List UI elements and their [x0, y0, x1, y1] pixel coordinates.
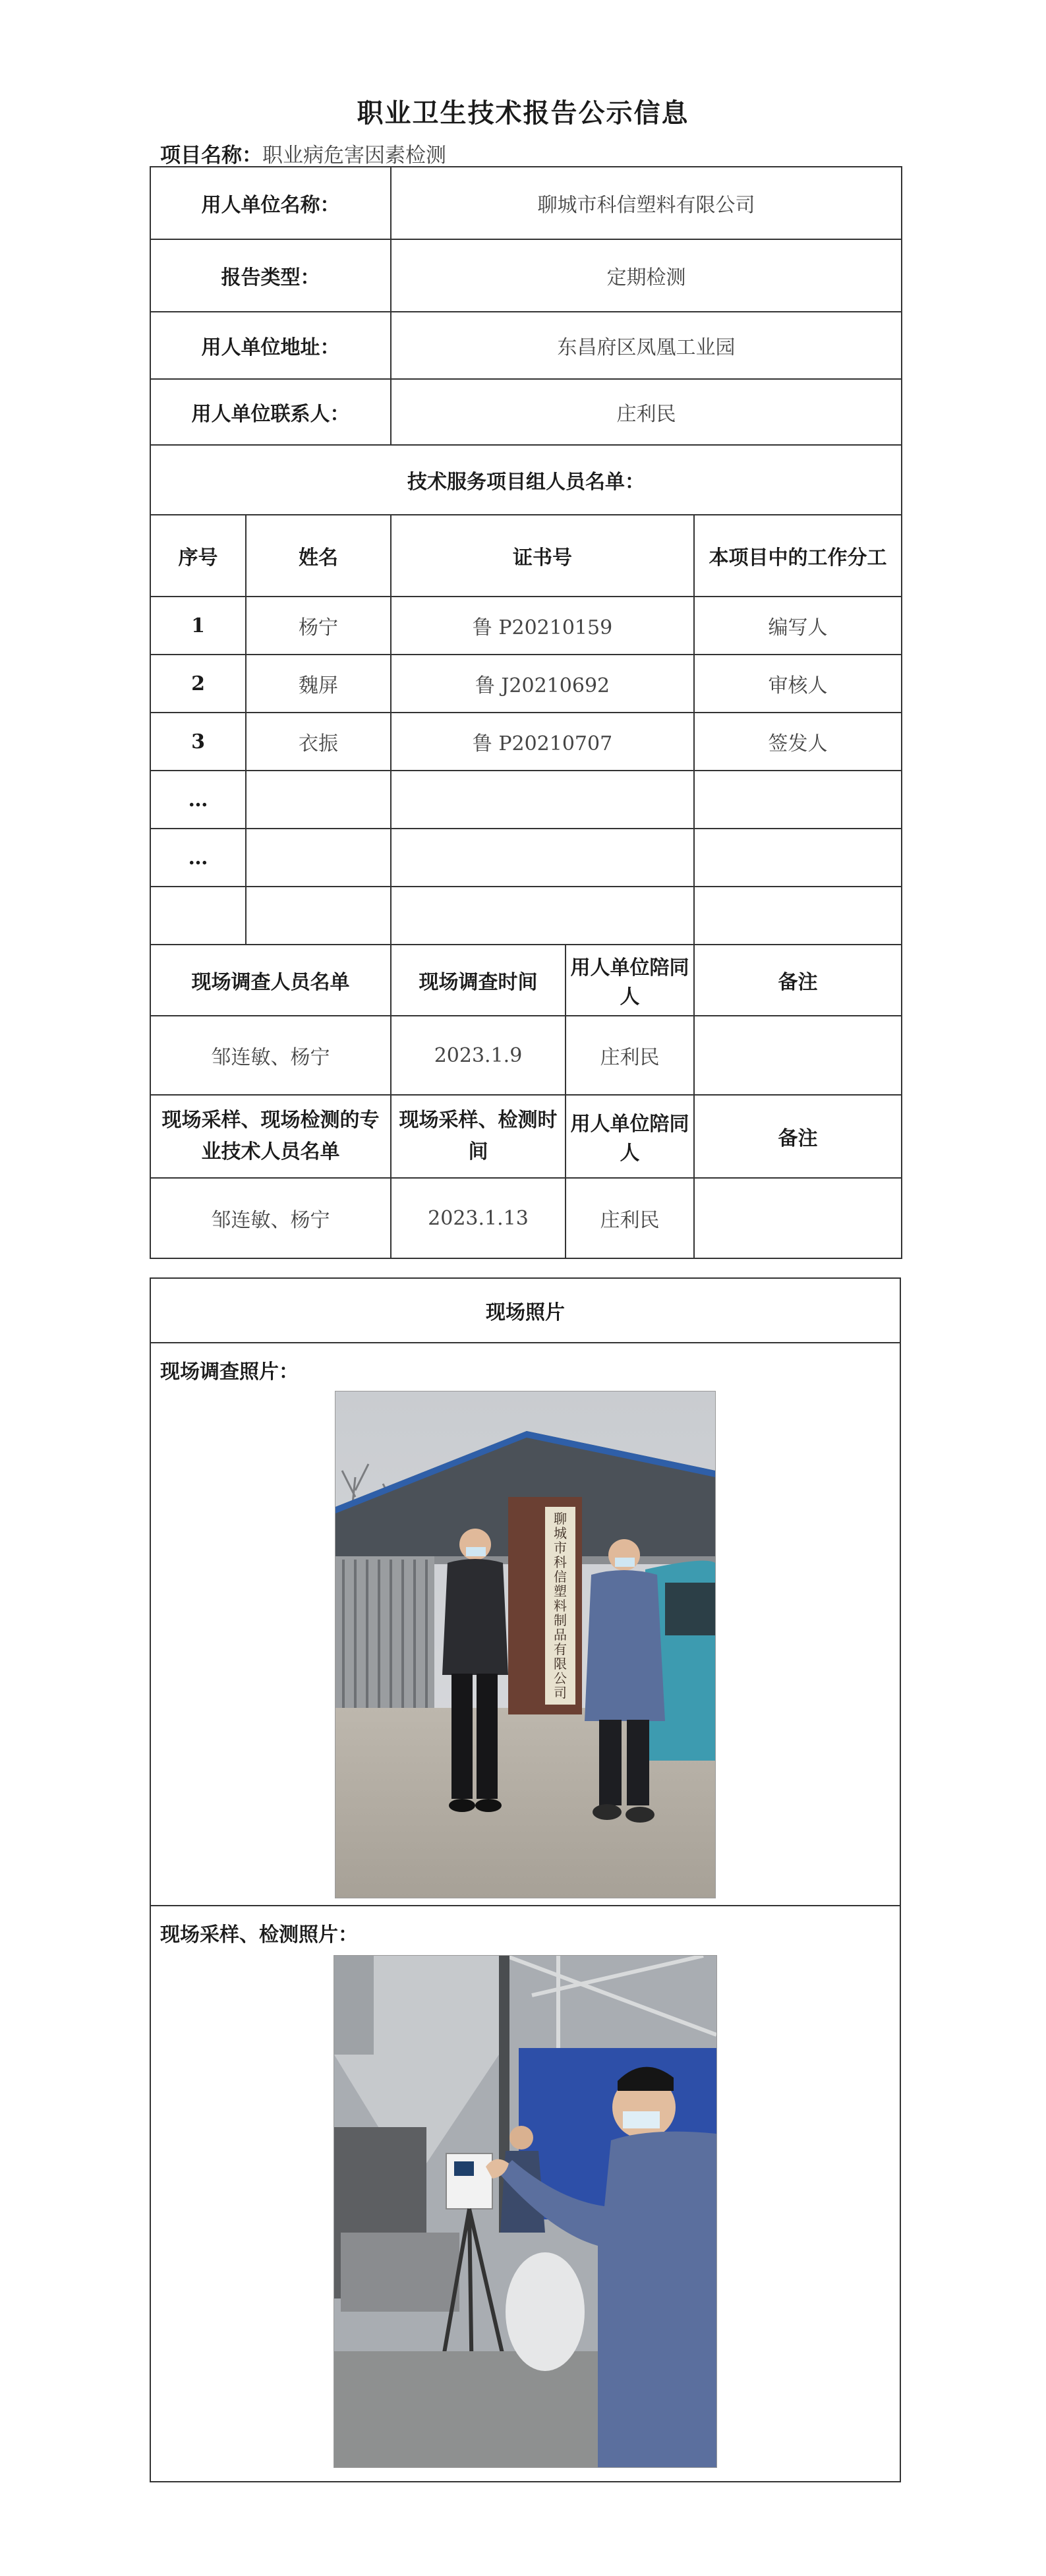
project-line — [160, 138, 446, 168]
address-value: 东昌府区凤凰工业园 — [391, 312, 902, 379]
row-name: 杨宁 — [246, 597, 391, 655]
row-cert: 鲁 P20210707 — [391, 713, 694, 771]
row-name: 衣振 — [246, 713, 391, 771]
survey-escort: 庄利民 — [566, 1016, 694, 1095]
survey-people: 邹连敏、杨宁 — [150, 1016, 391, 1095]
table-row — [150, 771, 902, 829]
row-role — [694, 829, 902, 887]
row-name — [246, 829, 391, 887]
report-type-value: 定期检测 — [391, 239, 902, 312]
col-header-name: 姓名 — [246, 515, 391, 597]
survey-photo-image — [335, 1391, 715, 1898]
row-name: 魏屏 — [246, 655, 391, 713]
photos-heading: 现场照片 — [150, 1278, 900, 1343]
row-name — [246, 771, 391, 829]
survey-escort-header: 用人单位陪同人 — [566, 945, 694, 1016]
project-value: 职业病危害因素检测 — [262, 144, 446, 167]
employer-value: 聊城市科信塑料有限公司 — [391, 167, 902, 239]
row-role — [694, 771, 902, 829]
table-row — [150, 887, 902, 945]
sampling-photo — [334, 1955, 717, 2468]
address-label: 用人单位地址： — [150, 312, 391, 379]
table-row — [150, 829, 902, 887]
sampling-photo-image — [334, 1956, 716, 2467]
row-cert — [391, 829, 694, 887]
sign-text: 聊城市科信塑料制品有限公司 — [554, 1511, 567, 1701]
sampling-time-header: 现场采样、检测时间 — [391, 1095, 566, 1178]
row-name — [246, 887, 391, 945]
row-cert: 鲁 P20210159 — [391, 597, 694, 655]
survey-photo — [335, 1391, 716, 1898]
survey-note — [694, 1016, 902, 1095]
row-role: 编写人 — [694, 597, 902, 655]
table-row — [150, 713, 902, 771]
col-header-no: 序号 — [150, 515, 246, 597]
row-no: … — [150, 771, 246, 829]
survey-note-header: 备注 — [694, 945, 902, 1016]
project-label: 项目名称： — [160, 144, 262, 167]
row-cert — [391, 771, 694, 829]
team-heading: 技术服务项目组人员名单： — [150, 445, 902, 515]
sampling-people: 邹连敏、杨宁 — [150, 1178, 391, 1258]
info-table — [150, 166, 902, 1259]
sampling-note — [694, 1178, 902, 1258]
col-header-role: 本项目中的工作分工 — [694, 515, 902, 597]
row-no: 2 — [150, 655, 246, 713]
sampling-escort: 庄利民 — [566, 1178, 694, 1258]
row-no: 1 — [150, 597, 246, 655]
report-type-label: 报告类型： — [150, 239, 391, 312]
table-row — [150, 597, 902, 655]
row-no — [150, 887, 246, 945]
table-row — [150, 655, 902, 713]
contact-label: 用人单位联系人： — [150, 379, 391, 445]
sampling-photo-label: 现场采样、检测照片： — [160, 1923, 358, 1947]
row-cert: 鲁 J20210692 — [391, 655, 694, 713]
page-title: 职业卫生技术报告公示信息 — [357, 98, 689, 129]
row-role: 审核人 — [694, 655, 902, 713]
sampling-escort-header: 用人单位陪同人 — [566, 1095, 694, 1178]
employer-label: 用人单位名称： — [150, 167, 391, 239]
sampling-time: 2023.1.13 — [391, 1178, 566, 1258]
sampling-note-header: 备注 — [694, 1095, 902, 1178]
sampling-people-header: 现场采样、现场检测的专业技术人员名单 — [150, 1095, 391, 1178]
row-no: … — [150, 829, 246, 887]
survey-time: 2023.1.9 — [391, 1016, 566, 1095]
survey-people-header: 现场调查人员名单 — [150, 945, 391, 1016]
survey-time-header: 现场调查时间 — [391, 945, 566, 1016]
contact-value: 庄利民 — [391, 379, 902, 445]
row-no: 3 — [150, 713, 246, 771]
row-role — [694, 887, 902, 945]
row-role: 签发人 — [694, 713, 902, 771]
survey-photo-label: 现场调查照片： — [160, 1361, 299, 1384]
col-header-cert: 证书号 — [391, 515, 694, 597]
row-cert — [391, 887, 694, 945]
